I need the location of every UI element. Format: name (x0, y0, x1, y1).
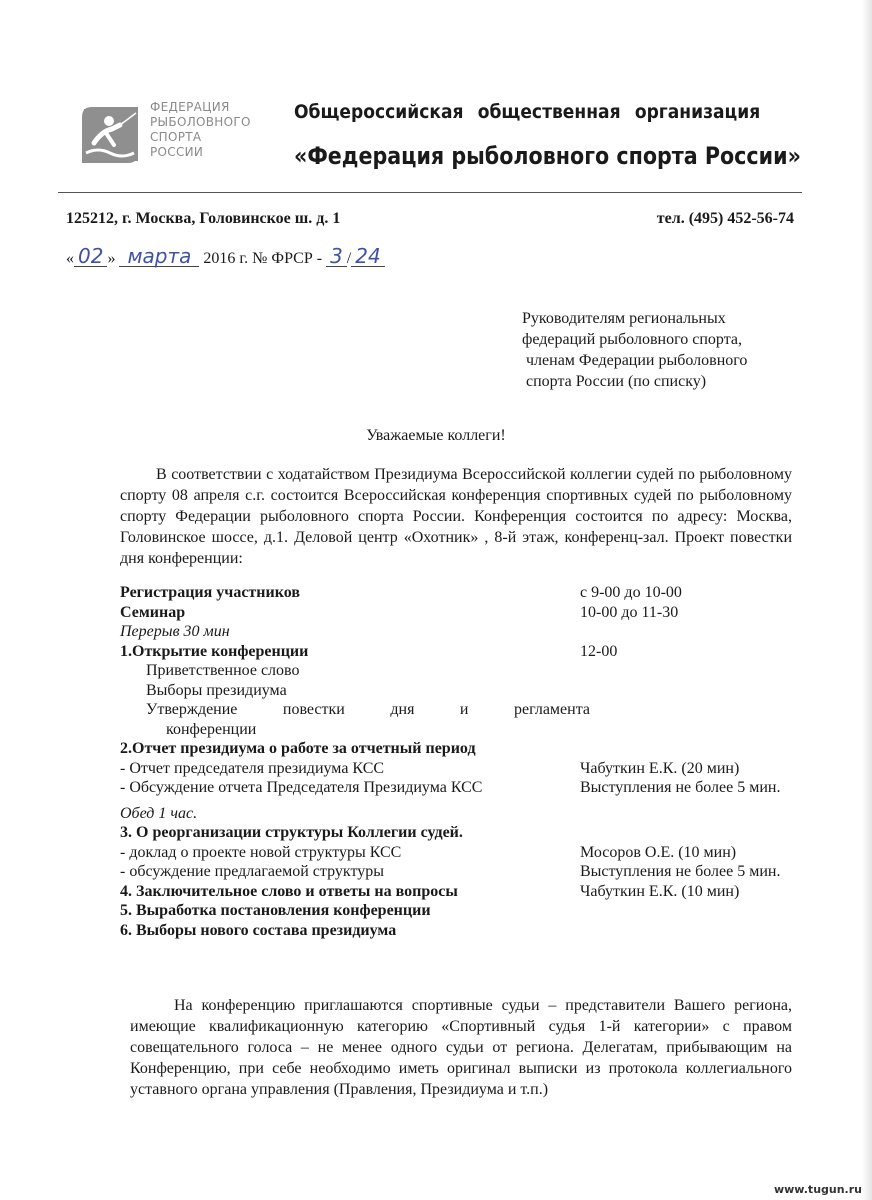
federation-logo-icon (76, 103, 146, 167)
handwritten-number-part1: 3 (326, 246, 347, 267)
agenda-row (120, 804, 800, 824)
addressee-line: членам Федерации рыболовного (526, 352, 748, 369)
agenda-row (120, 583, 800, 603)
word: регламента (513, 701, 590, 718)
handwritten-number-part2: 24 (351, 246, 384, 267)
address: 125212, г. Москва, Головинское ш. д. 1 (66, 210, 341, 227)
agenda-item-1-sub: Приветственное слово (146, 662, 300, 679)
agenda-row (120, 622, 800, 642)
addressee-line: федераций рыболовного спорта, (522, 331, 742, 348)
agenda-row (120, 862, 800, 882)
agenda-row (120, 603, 800, 623)
phone: тел. (495) 452-56-74 (656, 210, 794, 227)
logo-text-line: СПОРТА (150, 130, 202, 144)
date-reference-line (66, 246, 385, 268)
agenda-row (120, 681, 800, 701)
agenda-item-2: 2.Отчет президиума о работе за отчетный период (120, 740, 476, 757)
agenda-row (120, 823, 800, 843)
addressee-line: Руководителям региональных (522, 310, 726, 327)
agenda-item-1-sub-justified (120, 700, 590, 720)
closing-paragraph: На конференцию приглашаются спортивные судьи – представители Вашего региона, имеющие квалификационную категорию «Спортивный судья 1-й категории» с правом совещательного голоса – не менее одного судьи от региона. Делегатам, прибывающим на Конференцию, при себе необходимо иметь оригинал выписки из протокола коллегиального уставного органа управления (Правления, Президиума и т.п.) (130, 997, 792, 1098)
addressee-line: спорта России (по списку) (526, 373, 707, 390)
agenda-row (120, 720, 800, 740)
agenda-row (120, 778, 800, 798)
agenda-row (120, 661, 800, 681)
agenda-item-1: 1.Открытие конференции (120, 642, 309, 660)
agenda-item-3-note: Выступления не более 5 мин. (580, 863, 781, 880)
agenda-item-1-sub-cont: конференции (166, 720, 257, 738)
intro-paragraph: В соответствии с ходатайством Президиума Всероссийской коллегии судей по рыболовному спорту 08 апреля с.г. состоится Всероссийская конференция спортивных судей по рыболовному спорту Федерации рыболовного спорта России. Конференция состоится по адресу: Москва, Головинское шоссе, д.1. Деловой центр «Охотник» , 8-й этаж, конференц-зал. Проект повестки дня конференции: (120, 466, 792, 567)
agenda-row (120, 759, 800, 779)
agenda-item-1-sub: Выборы президиума (146, 681, 287, 699)
agenda-item-2-speaker: Чабуткин Е.К. (20 мин) (580, 759, 740, 777)
agenda-row (120, 882, 800, 902)
scan-edge-shadow (862, 0, 872, 1200)
org-name: «Федерация рыболовного спорта России» (294, 142, 801, 170)
agenda-item-3-speaker: Мосоров О.Е. (10 мин) (580, 843, 737, 861)
agenda-break: Перерыв 30 мин (120, 623, 230, 640)
agenda (120, 583, 800, 940)
agenda-lunch: Обед 1 час. (120, 804, 198, 822)
number-slash: / (346, 250, 352, 267)
agenda-row (120, 921, 800, 941)
agenda-row (120, 901, 800, 921)
open-quote: « (66, 250, 74, 267)
org-word: организация (634, 101, 761, 123)
word: повестки (282, 701, 345, 718)
agenda-registration: Регистрация участников (120, 584, 300, 601)
agenda-seminar-time: 10-00 до 11-30 (580, 603, 679, 621)
handwritten-day: 02 (74, 246, 107, 267)
agenda-row (120, 843, 800, 863)
agenda-registration-time: с 9-00 до 10-00 (580, 584, 682, 601)
agenda-item-6: 6. Выборы нового состава президиума (120, 921, 397, 939)
agenda-item-2-note: Выступления не более 5 мин. (580, 779, 781, 796)
org-type-line (294, 101, 760, 123)
agenda-item-2-sub: - Обсуждение отчета Председателя Президиума КСС (120, 779, 483, 796)
agenda-row (120, 739, 800, 759)
agenda-item-3-sub: - доклад о проекте новой структуры КСС (120, 843, 402, 861)
logo-text-line: ФЕДЕРАЦИЯ (150, 100, 230, 114)
agenda-item-4: 4. Заключительное слово и ответы на вопросы (120, 882, 458, 900)
agenda-row (120, 642, 800, 662)
watermark: www.tugun.ru (773, 1183, 862, 1196)
word: и (459, 701, 469, 718)
org-word: общественная (477, 101, 621, 123)
agenda-item-2-sub: - Отчет председателя президиума КСС (120, 759, 385, 777)
org-word: Общероссийская (294, 101, 464, 123)
agenda-item-5: 5. Выработка постановления конференции (120, 902, 431, 919)
agenda-item-4-speaker: Чабуткин Е.К. (10 мин) (580, 882, 740, 900)
handwritten-month: марта (119, 246, 199, 267)
word: дня (390, 701, 415, 718)
year-and-number-prefix: 2016 г. № ФРСР - (203, 250, 323, 267)
logo-text-line: РЫБОЛОВНОГО (150, 115, 251, 129)
agenda-row (120, 700, 800, 720)
agenda-seminar: Семинар (120, 603, 186, 621)
letterhead-divider (58, 192, 802, 193)
addressee-block (522, 308, 747, 392)
close-quote: » (107, 250, 116, 267)
agenda-item-3-sub: - обсуждение предлагаемой структуры (120, 863, 384, 880)
agenda-item-1-time: 12-00 (580, 642, 618, 660)
agenda-item-3: 3. О реорганизации структуры Коллегии судей. (120, 824, 463, 841)
word: Утверждение (146, 701, 238, 718)
salutation: Уважаемые коллеги! (366, 427, 506, 444)
logo-wordmark (150, 100, 280, 160)
logo-text-line: РОССИИ (150, 145, 204, 159)
